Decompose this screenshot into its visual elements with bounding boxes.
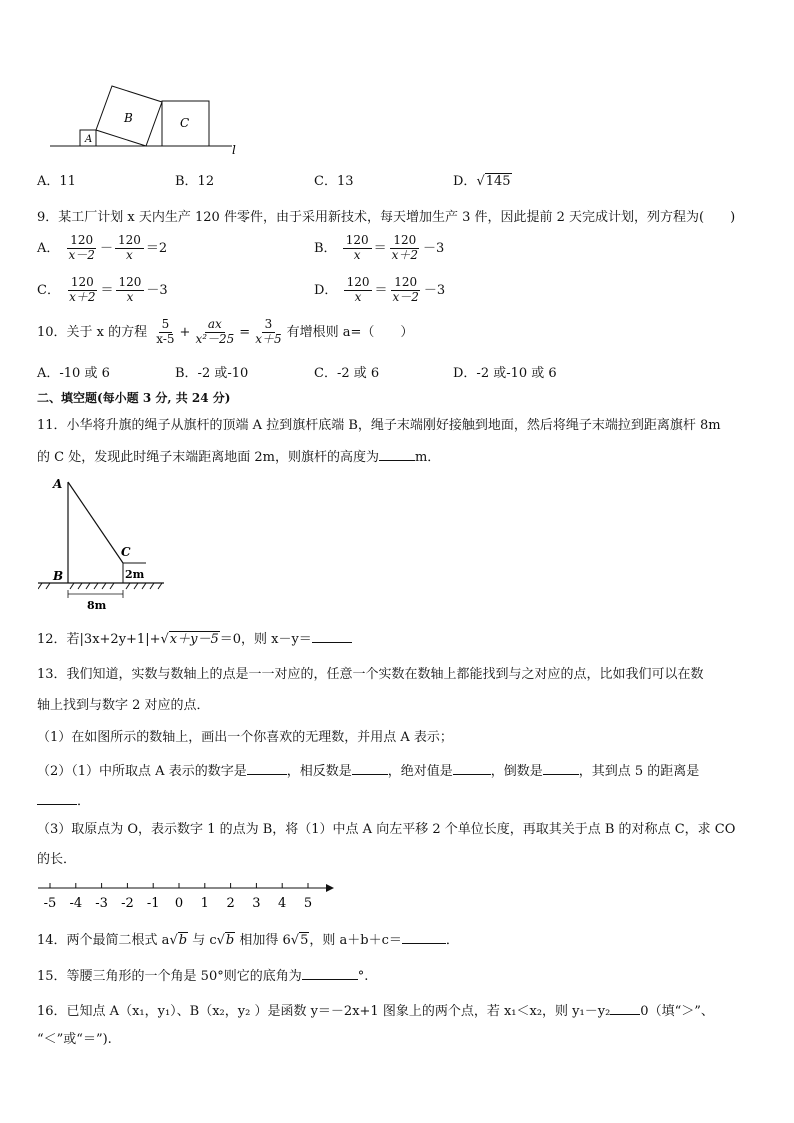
fig11-label-height: 2m: [125, 568, 145, 581]
q16-line2: “＜”或“＝”).: [37, 1032, 112, 1047]
axis-tick-label: -2: [121, 896, 134, 911]
q13-line1: 13．我们知道，实数与数轴上的点是一一对应的，任意一个实数在数轴上都能找到与之对应的点，比如我们可以在数: [37, 667, 704, 682]
q9-option-c: C． $\frac{120}{x+2}$ ＝ $\frac{120}{x}$ －3: [37, 275, 168, 304]
axis-tick-label: -5: [43, 896, 57, 911]
q12: 12．若|3x+2y+1|+√x＋y－5＝0，则 x－y＝: [37, 630, 352, 648]
q9-option-d: D． $\frac{120}{x}$ ＝ $\frac{120}{x-2}$ －3: [314, 275, 446, 304]
q13-part3: （3）取原点为 O，表示数字 1 的点为 B，将（1）中点 A 向左平移 2 个单位长度，再取其关于点 B 的对称点 C，求 CO: [37, 822, 736, 837]
q9-option-b: B． $\frac{120}{x}$ ＝ $\frac{120}{x+2}$ －3: [314, 233, 445, 262]
q13-part3-cont: 的长．: [37, 852, 77, 867]
axis-tick-label: -3: [95, 896, 108, 911]
q10-option-c: C．-2 或 6: [314, 366, 380, 381]
q8-option-b: B．12: [175, 174, 215, 189]
axis-ticks: [44, 883, 312, 911]
q10-option-d: D．-2 或-10 或 6: [453, 366, 557, 381]
figure-q11-flagpole: [38, 474, 168, 614]
axis-tick-label: 2: [226, 896, 235, 911]
q13-part1: （1）在如图所示的数轴上，画出一个你喜欢的无理数，并用点 A 表示；: [37, 730, 453, 745]
q10-stem: 10．关于 x 的方程 $\frac{5}{x-5}$ + $\frac{ax}{\text{x²－25}}$ = $\frac{3}{x+5}$ 有增根则 a=（ ）: [37, 317, 414, 346]
q8-option-c: C．13: [314, 174, 354, 189]
fig8-label-b: B: [124, 111, 133, 125]
figure-q8-squares: [50, 80, 250, 160]
fig11-label-a: A: [53, 477, 63, 491]
fig11-label-b: B: [53, 569, 64, 583]
q10-option-b: B．-2 或-10: [175, 366, 249, 381]
axis-tick-label: -4: [69, 896, 83, 911]
q8-option-a: A．11: [37, 174, 76, 189]
q13-part2-cont: ．: [37, 792, 90, 810]
axis-tick-label: 5: [303, 896, 313, 911]
q11-line2: 的 C 处，发现此时绳子末端距离地面 2m，则旗杆的高度为 m．: [37, 450, 441, 465]
fig11-label-distance: 8m: [87, 599, 107, 612]
number-line: [36, 880, 336, 912]
q8-option-d: D．√145: [453, 174, 511, 189]
axis-tick-label: 1: [200, 896, 209, 911]
fig8-label-l: l: [232, 143, 236, 157]
q9-option-a: A． $\frac{120}{x-2}$ － $\frac{120}{x}$ ＝2: [37, 233, 168, 262]
q14: 14．两个最简二根式 a√b 与 c√b 相加得 6√5，则 a＋b＋c＝ ．: [37, 933, 459, 948]
q11-line1: 11．小华将升旗的绳子从旗杆的顶端 A 拉到旗杆底端 B，绳子末端刚好接触到地面，然后将绳子末端拉到距离旗杆 8m: [37, 418, 721, 433]
q16-line1: 16．已知点 A（x₁，y₁）、B（x₂，y₂ ）是函数 y＝－2x+1 图象上的两个点，若 x₁＜x₂，则 y₁－y₂ 0（填“＞”、: [37, 1004, 714, 1019]
q13-part2: （2）（1）中所取点 A 表示的数字是 ，相反数是 ，绝对值是 ，倒数是 ，其到点 5 的距离是: [37, 764, 700, 779]
fig8-label-a: A: [85, 134, 93, 145]
axis-tick-label: 4: [278, 896, 287, 911]
axis-tick-label: -1: [146, 896, 160, 911]
q15: 15．等腰三角形的一个角是 50°则它的底角为 °.: [37, 969, 369, 984]
q9-stem: 9．某工厂计划 x 天内生产 120 件零件，由于采用新技术，每天增加生产 3 件，因此提前 2 天完成计划，列方程为( ): [37, 210, 736, 225]
fig8-label-c: C: [180, 116, 190, 130]
section-title-fill-blank: 二、填空题(每小题 3 分, 共 24 分): [37, 391, 231, 405]
q10-option-a: A．-10 或 6: [37, 366, 110, 381]
fig11-label-c: C: [121, 545, 131, 559]
axis-tick-label: 0: [174, 896, 184, 911]
q13-line2: 轴上找到与数字 2 对应的点．: [37, 698, 210, 713]
axis-tick-label: 3: [252, 896, 261, 911]
